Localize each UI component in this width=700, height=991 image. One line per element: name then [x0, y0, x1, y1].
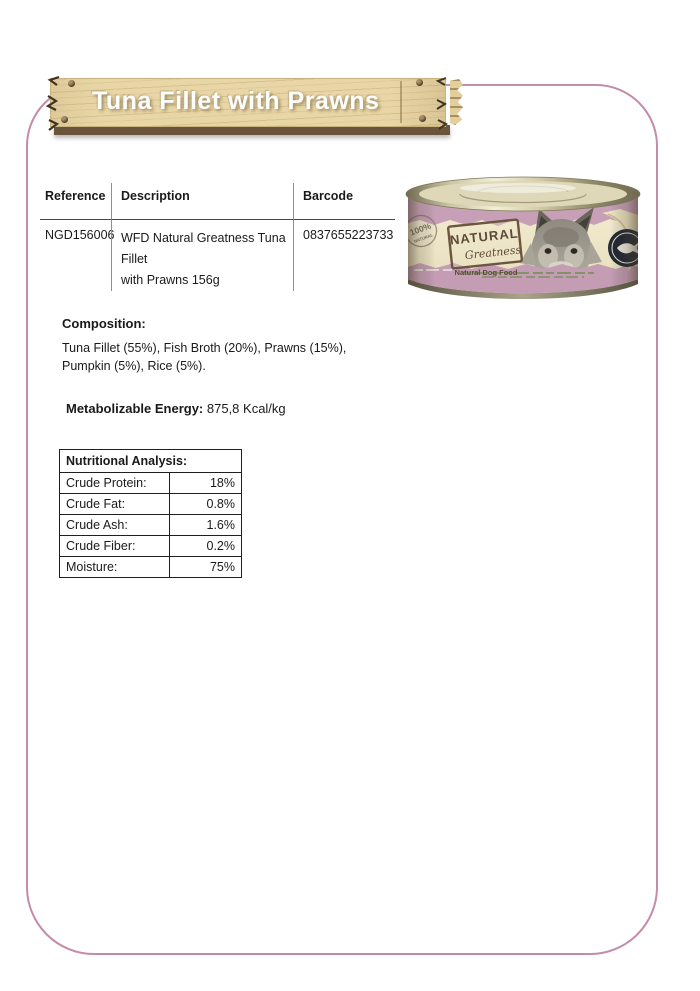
column-header-description: Description: [111, 183, 293, 220]
energy-value: 875,8 Kcal/kg: [206, 401, 286, 416]
column-header-reference: Reference: [40, 183, 111, 220]
nutrient-label: Crude Fat:: [60, 494, 170, 514]
table-row: [60, 536, 241, 557]
table-row: [60, 473, 241, 494]
product-can-image: [398, 167, 648, 307]
barcode-value: 0837655223733: [293, 220, 395, 291]
description-value: [111, 220, 293, 291]
composition-section: [62, 316, 407, 375]
nutrient-label: Crude Protein:: [60, 473, 170, 493]
nail-icon: [416, 79, 423, 86]
page-title: Tuna Fillet with Prawns: [92, 87, 380, 115]
wood-splinter: [450, 79, 463, 125]
composition-line: Pumpkin (5%), Rice (5%).: [62, 359, 206, 373]
nutrient-value: 1.6%: [206, 517, 235, 532]
nutrient-label: Crude Fiber:: [60, 536, 170, 556]
nutrition-table-title: Nutritional Analysis:: [60, 450, 241, 473]
composition-heading: Composition:: [62, 316, 146, 331]
nutrient-value: 0.2%: [206, 538, 235, 553]
product-table: [40, 183, 395, 291]
table-row: [60, 494, 241, 515]
table-row: [60, 557, 241, 577]
nutrient-value: 0.8%: [206, 496, 235, 511]
nutrient-value: 18%: [209, 475, 235, 490]
description-line: WFD Natural Greatness Tuna Fillet: [121, 231, 286, 266]
nail-icon: [61, 116, 68, 123]
nail-icon: [68, 80, 75, 87]
energy-label: Metabolizable Energy:: [66, 401, 204, 416]
title-banner: [46, 72, 466, 142]
torn-edge-right-icon: [434, 76, 450, 132]
nutrient-label: Moisture:: [60, 557, 170, 577]
torn-edge-left-icon: [43, 74, 63, 136]
energy-section: [66, 401, 286, 416]
nutrient-value: 75%: [209, 559, 235, 574]
wood-crack: [400, 81, 402, 123]
description-line: with Prawns 156g: [121, 273, 220, 287]
composition-line: Tuna Fillet (55%), Fish Broth (20%), Prawns (15%),: [62, 341, 347, 355]
can-lid: [406, 177, 640, 211]
table-row: [60, 515, 241, 536]
nail-icon: [419, 115, 426, 122]
column-header-barcode: Barcode: [293, 183, 395, 220]
nutrient-label: Crude Ash:: [60, 515, 170, 535]
reference-value: NGD156006: [45, 228, 115, 242]
nutritional-analysis-table: [59, 449, 242, 578]
